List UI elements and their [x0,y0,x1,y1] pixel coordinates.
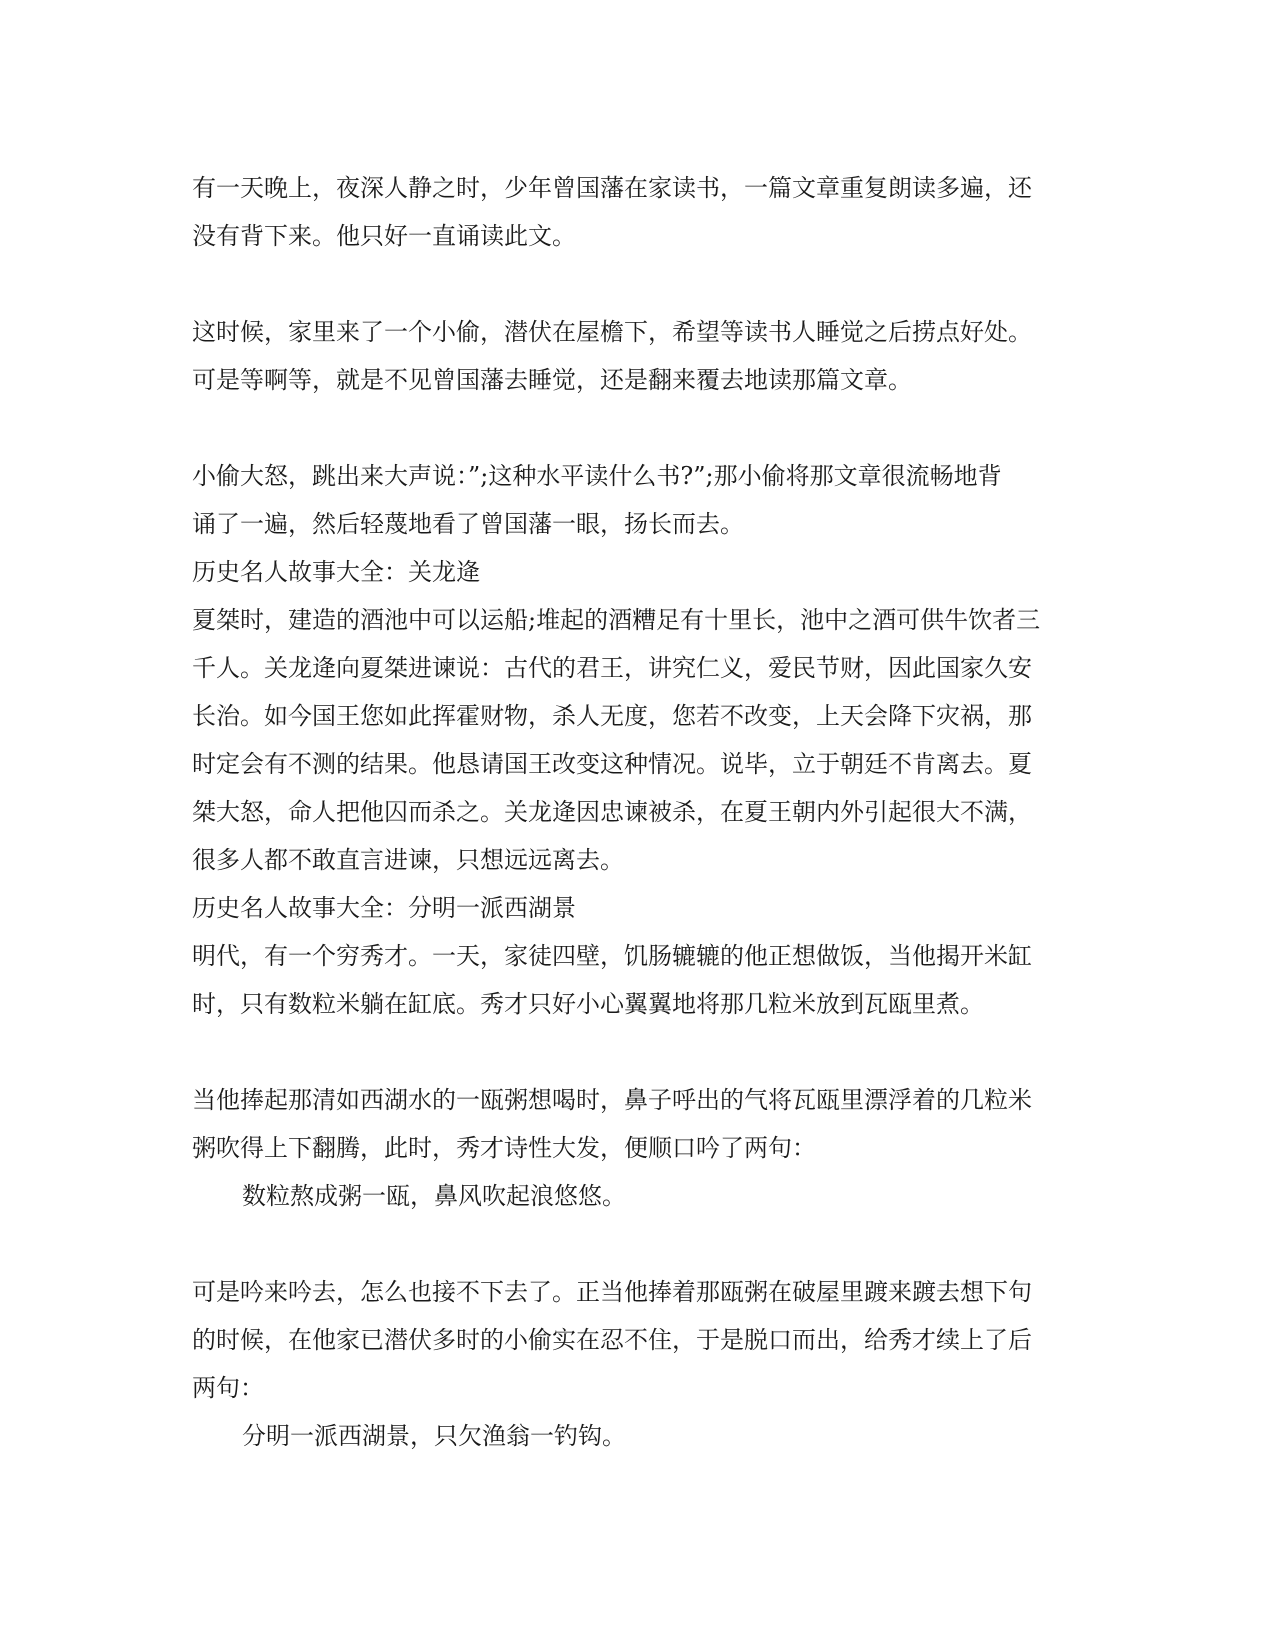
paragraph [192,452,1082,548]
paragraph-gap [192,260,1082,308]
text-line: 可是等啊等，就是不见曾国藩去睡觉，还是翻来覆去地读那篇文章。 [192,366,912,394]
paragraph [192,308,1082,404]
document-body [192,164,1082,1460]
text-line: 时定会有不测的结果。他恳请国王改变这种情况。说毕，立于朝廷不肯离去。夏 [192,750,1032,778]
paragraph [192,1268,1082,1412]
paragraph [192,932,1082,1028]
paragraph-gap [192,1220,1082,1268]
text-line: 粥吹得上下翻腾，此时，秀才诗性大发，便顺口吟了两句： [192,1134,816,1162]
verse-line: 数粒熬成粥一瓯，鼻风吹起浪悠悠。 [242,1182,626,1210]
text-line: 明代，有一个穷秀才。一天，家徒四壁，饥肠辘辘的他正想做饭，当他揭开米缸 [192,942,1032,970]
text-line: 的时候，在他家已潜伏多时的小偷实在忍不住，于是脱口而出，给秀才续上了后 [192,1326,1032,1354]
paragraph-gap [192,1028,1082,1076]
text-line: 没有背下来。他只好一直诵读此文。 [192,222,576,250]
text-line: 长治。如今国王您如此挥霍财物，杀人无度，您若不改变，上天会降下灾祸，那 [192,702,1032,730]
paragraph [192,164,1082,260]
paragraph-gap [192,404,1082,452]
text-line: 当他捧起那清如西湖水的一瓯粥想喝时，鼻子呼出的气将瓦瓯里漂浮着的几粒米 [192,1086,1032,1114]
text-line: 桀大怒，命人把他囚而杀之。关龙逄因忠谏被杀，在夏王朝内外引起很大不满， [192,798,1032,826]
text-line: 两句： [192,1374,264,1402]
section-heading: 历史名人故事大全：分明一派西湖景 [192,894,576,922]
verse-line: 分明一派西湖景，只欠渔翁一钓钩。 [242,1422,626,1450]
paragraph [192,596,1082,884]
text-line: 这时候，家里来了一个小偷，潜伏在屋檐下，希望等读书人睡觉之后捞点好处。 [192,318,1032,346]
text-line: 诵了一遍，然后轻蔑地看了曾国藩一眼，扬长而去。 [192,510,744,538]
text-line: 夏桀时，建造的酒池中可以运船;堆起的酒糟足有十里长，池中之酒可供牛饮者三 [192,606,1041,634]
text-line: 可是吟来吟去，怎么也接不下去了。正当他捧着那瓯粥在破屋里踱来踱去想下句 [192,1278,1032,1306]
text-line: 时，只有数粒米躺在缸底。秀才只好小心翼翼地将那几粒米放到瓦瓯里煮。 [192,990,984,1018]
text-line: 小偷大怒，跳出来大声说：”;这种水平读什么书?”;那小偷将那文章很流畅地背 [192,462,1002,490]
section-heading: 历史名人故事大全：关龙逄 [192,558,480,586]
text-line: 有一天晚上，夜深人静之时，少年曾国藩在家读书，一篇文章重复朗读多遍，还 [192,174,1032,202]
text-line: 千人。关龙逄向夏桀进谏说：古代的君王，讲究仁义，爱民节财，因此国家久安 [192,654,1032,682]
paragraph [192,1076,1082,1172]
text-line: 很多人都不敢直言进谏，只想远远离去。 [192,846,624,874]
